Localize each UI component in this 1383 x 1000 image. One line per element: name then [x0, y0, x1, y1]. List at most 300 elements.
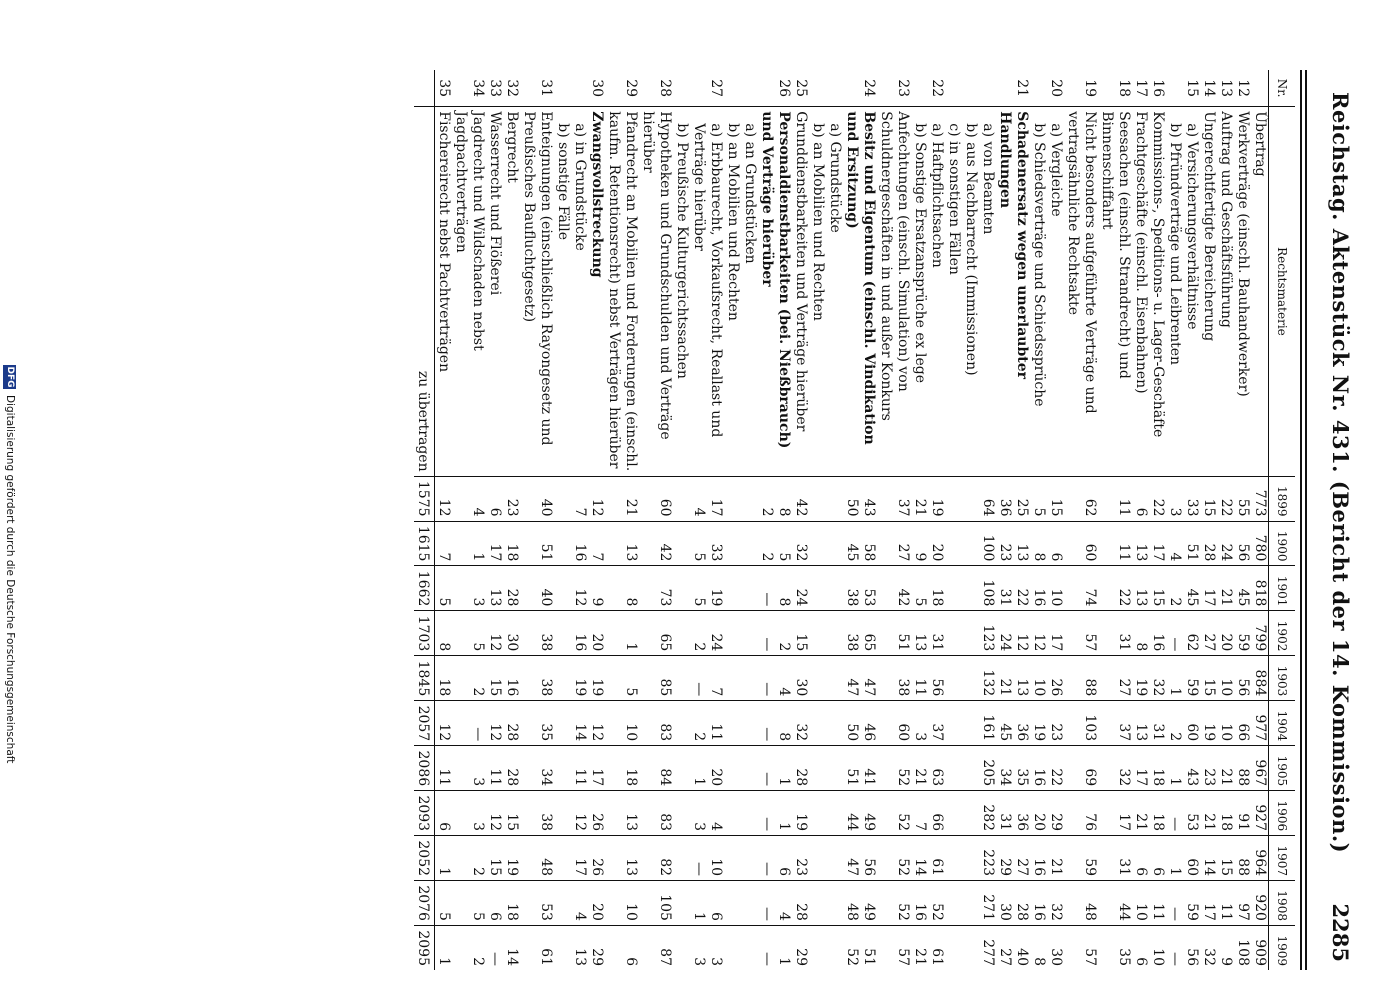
col-header-year: 1905	[1269, 746, 1296, 791]
row-number: 20	[1030, 70, 1064, 107]
matter-line: Übertrag	[1252, 111, 1268, 177]
value-line: 17	[1133, 768, 1149, 787]
cell-value	[486, 925, 503, 970]
value-line: 21	[912, 948, 928, 966]
table-row	[724, 70, 792, 970]
cell-value	[1200, 791, 1217, 836]
value-line: 8	[1031, 957, 1047, 966]
table-row	[1064, 70, 1098, 970]
cell-value	[911, 611, 945, 656]
value-line: 27	[895, 543, 911, 562]
cell-value	[1200, 881, 1217, 926]
cell-value	[1251, 566, 1269, 611]
table-row	[809, 70, 877, 970]
table-row	[639, 70, 673, 970]
value-line: —	[1167, 952, 1183, 966]
cell-value	[1098, 476, 1132, 521]
cell-value	[605, 521, 639, 566]
value-line: 62	[1082, 498, 1098, 517]
value-line: 5	[776, 552, 792, 562]
value-line: 19	[504, 858, 520, 877]
value-line: 50	[844, 498, 860, 517]
value-line: 51	[861, 948, 877, 966]
cell-value	[945, 881, 1030, 926]
value-line: 52	[929, 903, 945, 921]
table-row	[1234, 70, 1251, 970]
value-line: 48	[844, 903, 860, 921]
value-line: 31	[929, 633, 945, 652]
cell-value	[435, 881, 453, 926]
cell-value	[639, 611, 673, 656]
col-header-year: 1904	[1269, 701, 1296, 746]
matter-line: Personaldienstbarkeiten (bei. Nießbrauch) und Verträge hierüber	[759, 111, 792, 449]
value-line: 15	[1048, 498, 1064, 517]
value-line: 161	[980, 714, 996, 742]
value-line: 11	[572, 768, 588, 787]
value-line: 1	[776, 822, 792, 832]
value-line: —	[759, 952, 775, 966]
value-line: 27	[1014, 858, 1030, 877]
cell-value	[605, 836, 639, 881]
value-line: 61	[929, 948, 945, 966]
cell-value	[724, 521, 792, 566]
value-line: 42	[793, 498, 809, 517]
table-row	[1166, 70, 1200, 970]
row-number	[1251, 70, 1269, 107]
cell-value	[605, 611, 639, 656]
value-line: —	[1167, 817, 1183, 832]
value-line: 26	[589, 858, 605, 877]
value-line: 19	[1133, 678, 1149, 697]
cell-value	[1132, 791, 1149, 836]
value-line: 4	[691, 507, 707, 517]
cell-value	[911, 701, 945, 746]
cell-value	[1251, 836, 1269, 881]
value-line: 8	[776, 732, 792, 742]
row-matter	[452, 107, 486, 476]
value-line: 3	[912, 732, 928, 742]
cell-value	[1064, 881, 1098, 926]
value-line: 23	[1048, 723, 1064, 742]
cell-value	[639, 836, 673, 881]
value-line: 60	[657, 498, 673, 517]
cell-value	[724, 746, 792, 791]
cell-value	[673, 791, 724, 836]
cell-value	[1064, 566, 1098, 611]
value-line: 22	[1014, 588, 1030, 607]
value-line: 13	[1133, 543, 1149, 562]
cell-value	[911, 791, 945, 836]
value-line: 20	[708, 768, 724, 787]
cell-value	[724, 925, 792, 970]
value-line: 1	[776, 777, 792, 787]
value-line: 40	[538, 588, 554, 607]
value-line: 11	[1116, 498, 1132, 517]
cell-value	[1149, 701, 1166, 746]
cell-value	[1064, 611, 1098, 656]
cell-value	[1132, 476, 1149, 521]
cell-value	[673, 566, 724, 611]
row-matter	[554, 107, 605, 476]
value-line: 6	[1150, 867, 1166, 877]
cell-value	[1064, 836, 1098, 881]
value-line: 17	[487, 543, 503, 562]
cell-value	[486, 656, 503, 701]
cell-value	[1234, 521, 1251, 566]
cell-value	[1251, 611, 1269, 656]
value-line: 3	[708, 957, 724, 966]
row-matter	[1064, 107, 1098, 476]
value-line: 11	[436, 768, 452, 787]
value-line: —	[470, 727, 486, 742]
value-line: 9	[1218, 957, 1234, 966]
value-line: 47	[861, 678, 877, 697]
value-line: 30	[793, 678, 809, 697]
cell-value	[503, 925, 520, 970]
cell-value	[452, 881, 486, 926]
cell-value	[1132, 836, 1149, 881]
value-line: 85	[657, 678, 673, 697]
matter-line: Auftrag und Geschäftsführung	[1218, 111, 1234, 328]
cell-value	[1064, 521, 1098, 566]
cell-value	[724, 881, 792, 926]
value-line: 12	[589, 498, 605, 517]
total-value: 1575	[414, 476, 435, 521]
table-row	[1132, 70, 1149, 970]
value-line: 3	[1167, 507, 1183, 517]
cell-value	[1030, 791, 1064, 836]
cell-value	[724, 836, 792, 881]
matter-line: b) an Mobilien und Rechten	[810, 123, 826, 321]
row-matter	[724, 107, 792, 476]
value-line: 56	[1184, 948, 1200, 966]
cell-value	[639, 791, 673, 836]
value-line: 31	[997, 813, 1013, 832]
value-line: 18	[436, 678, 452, 697]
value-line: 30	[504, 633, 520, 652]
value-line: 84	[657, 768, 673, 787]
value-line: 48	[1082, 903, 1098, 921]
value-line: 15	[487, 858, 503, 877]
value-line: —	[1167, 906, 1183, 921]
cell-value	[1200, 521, 1217, 566]
cell-value	[1132, 566, 1149, 611]
row-matter	[486, 107, 503, 476]
table-row	[435, 70, 453, 970]
cell-value	[503, 746, 520, 791]
total-value: 2086	[414, 746, 435, 791]
value-line: 33	[708, 543, 724, 562]
value-line: 2	[759, 552, 775, 562]
matter-line: Schadenersatz wegen unerlaubter Handlungen	[997, 111, 1030, 379]
value-line: 59	[1235, 633, 1251, 652]
value-line: 108	[980, 579, 996, 607]
table-row	[911, 70, 945, 970]
row-matter	[605, 107, 639, 476]
cell-value	[1030, 881, 1064, 926]
value-line: 16	[572, 543, 588, 562]
row-matter	[1251, 107, 1269, 476]
cell-value	[1132, 521, 1149, 566]
cell-value	[1132, 746, 1149, 791]
value-line: —	[759, 727, 775, 742]
cell-value	[877, 836, 911, 881]
cell-value	[1149, 566, 1166, 611]
value-line: 28	[504, 588, 520, 607]
value-line: 3	[470, 597, 486, 607]
table-row	[503, 70, 520, 970]
cell-value	[1217, 836, 1234, 881]
matter-line: Enteignungen (einschließlich Rayongesetz und Preußisches Baufluchtgesetz)	[521, 111, 554, 446]
cell-value	[639, 566, 673, 611]
value-line: 21	[623, 498, 639, 517]
row-number: 25	[792, 70, 809, 107]
value-line: 82	[657, 858, 673, 877]
cell-value	[1217, 791, 1234, 836]
value-line: 6	[776, 867, 792, 877]
value-line: 29	[793, 948, 809, 966]
value-line: 23	[793, 858, 809, 877]
value-line: 2	[470, 957, 486, 966]
footer-text: Digitalisierung gefördert durch die Deutsche Forschungsgemeinschaft	[4, 395, 16, 764]
value-line: 13	[1014, 543, 1030, 562]
cell-value	[945, 701, 1030, 746]
total-row	[414, 70, 435, 970]
value-line: 49	[861, 813, 877, 832]
page-number: 2285	[1328, 903, 1353, 962]
cell-value	[1234, 925, 1251, 970]
cell-value	[911, 521, 945, 566]
value-line: 6	[1048, 552, 1064, 562]
value-line: 16	[572, 633, 588, 652]
cell-value	[911, 656, 945, 701]
value-line: 6	[708, 912, 724, 921]
value-line: 37	[929, 723, 945, 742]
value-line: —	[691, 682, 707, 697]
value-line: 4	[1167, 552, 1183, 562]
cell-value	[1149, 925, 1166, 970]
value-line: 5	[470, 912, 486, 921]
value-line: 27	[997, 948, 1013, 966]
row-matter	[1200, 107, 1217, 476]
cell-value	[639, 476, 673, 521]
value-line: 19	[572, 678, 588, 697]
value-line: 24	[997, 633, 1013, 652]
value-line: 31	[997, 588, 1013, 607]
cell-value	[1132, 701, 1149, 746]
value-line: 59	[1184, 678, 1200, 697]
value-line: 13	[623, 543, 639, 562]
value-line: 28	[793, 903, 809, 921]
value-line: 45	[1184, 588, 1200, 607]
value-line: 14	[504, 948, 520, 966]
value-line: 40	[538, 498, 554, 517]
col-header-matter: Rechtsmaterie	[1269, 107, 1296, 476]
value-line: —	[759, 592, 775, 607]
row-matter	[809, 107, 877, 476]
value-line: 21	[912, 498, 928, 517]
cell-value	[792, 746, 809, 791]
table-row	[1098, 70, 1132, 970]
value-line: 6	[1133, 867, 1149, 877]
cell-value	[1200, 656, 1217, 701]
value-line: 12	[436, 498, 452, 517]
row-number: 13	[1217, 70, 1234, 107]
value-line: 1	[1167, 687, 1183, 697]
cell-value	[452, 521, 486, 566]
value-line: —	[759, 772, 775, 787]
value-line: 12	[1014, 633, 1030, 652]
col-header-year: 1901	[1269, 566, 1296, 611]
cell-value	[1149, 881, 1166, 926]
value-line: 13	[912, 633, 928, 652]
col-header-year: 1909	[1269, 925, 1296, 970]
col-header-year: 1906	[1269, 791, 1296, 836]
cell-value	[1200, 611, 1217, 656]
cell-value	[1030, 566, 1064, 611]
header-rule-2	[1300, 70, 1302, 970]
value-line: 35	[538, 723, 554, 742]
value-line: 12	[1031, 633, 1047, 652]
matter-line: Zwangsvollstreckung	[589, 111, 605, 278]
value-line: —	[487, 952, 503, 966]
cell-value	[435, 836, 453, 881]
matter-line: b) Sonstige Ersatzansprüche ex lege	[912, 123, 928, 384]
cell-value	[1217, 881, 1234, 926]
cell-value	[1064, 656, 1098, 701]
cell-value	[945, 836, 1030, 881]
row-matter	[673, 107, 724, 476]
row-number: 22	[911, 70, 945, 107]
cell-value	[520, 521, 554, 566]
value-line: 42	[895, 588, 911, 607]
value-line: 16	[912, 903, 928, 921]
value-line: 60	[895, 723, 911, 742]
value-line: 66	[929, 813, 945, 832]
cell-value	[486, 611, 503, 656]
value-line: 977	[1252, 714, 1268, 742]
cell-value	[639, 656, 673, 701]
value-line: 8	[436, 642, 452, 652]
cell-value	[520, 746, 554, 791]
cell-value	[639, 881, 673, 926]
cell-value	[809, 925, 877, 970]
cell-value	[503, 566, 520, 611]
matter-line: b) Preußische Kulturgerichtssachen	[674, 123, 690, 379]
row-number: 23	[877, 70, 911, 107]
matter-line: Nicht besonders aufgeführte Verträge und vertragsähnliche Rechtsakte	[1065, 111, 1098, 414]
value-line: 19	[793, 813, 809, 832]
cell-value	[503, 791, 520, 836]
value-line: 103	[1082, 714, 1098, 742]
value-line: 1	[436, 867, 452, 877]
value-line: 18	[1150, 813, 1166, 832]
cell-value	[435, 611, 453, 656]
value-line: 967	[1252, 759, 1268, 787]
cell-value	[1166, 791, 1200, 836]
value-line: 17	[708, 498, 724, 517]
matter-line: Hypotheken und Grundschulden und Verträge hierüber	[640, 111, 673, 440]
value-line: 205	[980, 759, 996, 787]
value-line: 920	[1252, 894, 1268, 921]
row-number: 26	[724, 70, 792, 107]
cell-value	[486, 566, 503, 611]
cell-value	[1234, 746, 1251, 791]
cell-value	[503, 701, 520, 746]
cell-value	[911, 746, 945, 791]
table-row	[1251, 70, 1269, 970]
value-line: 10	[1031, 678, 1047, 697]
cell-value	[1149, 836, 1166, 881]
cell-value	[945, 611, 1030, 656]
cell-value	[673, 881, 724, 926]
cell-value	[1098, 746, 1132, 791]
matter-line: Anfechtungen (einschl. Simulation) von Schuldnergeschäften in und außer Konkurs	[878, 111, 911, 421]
cell-value	[435, 701, 453, 746]
matter-line: b) aus Nachbarrecht (Immissionen)	[963, 123, 979, 376]
value-line: 3	[470, 822, 486, 832]
value-line: 33	[1184, 498, 1200, 517]
value-line: 108	[1235, 939, 1251, 966]
col-header-year: 1902	[1269, 611, 1296, 656]
total-value: 2057	[414, 701, 435, 746]
row-number: 28	[639, 70, 673, 107]
cell-value	[945, 521, 1030, 566]
cell-value	[1149, 746, 1166, 791]
value-line: 44	[844, 813, 860, 832]
cell-value	[673, 836, 724, 881]
value-line: 35	[1014, 768, 1030, 787]
cell-value	[1132, 656, 1149, 701]
table-row	[1149, 70, 1166, 970]
value-line: 61	[538, 948, 554, 966]
value-line: 5	[470, 642, 486, 652]
value-line: 223	[980, 849, 996, 877]
value-line: 100	[980, 534, 996, 562]
value-line: 23	[997, 543, 1013, 562]
value-line: 13	[1133, 723, 1149, 742]
value-line: 83	[657, 723, 673, 742]
table-row	[520, 70, 554, 970]
cell-value	[486, 881, 503, 926]
value-line: 97	[1235, 903, 1251, 921]
value-line: 22	[1150, 498, 1166, 517]
value-line: 32	[793, 723, 809, 742]
cell-value	[1200, 925, 1217, 970]
value-line: 3	[691, 957, 707, 966]
cell-value	[520, 881, 554, 926]
value-line: 21	[1048, 858, 1064, 877]
value-line: 6	[1133, 507, 1149, 517]
cell-value	[1132, 925, 1149, 970]
cell-value	[554, 476, 605, 521]
cell-value	[1234, 611, 1251, 656]
value-line: 32	[1150, 678, 1166, 697]
value-line: 45	[1235, 588, 1251, 607]
cell-value	[435, 566, 453, 611]
cell-value	[639, 521, 673, 566]
matter-line: b) sonstige Fälle	[555, 123, 571, 241]
value-line: 38	[538, 633, 554, 652]
value-line: 57	[1082, 948, 1098, 966]
value-line: 12	[572, 588, 588, 607]
cell-value	[452, 836, 486, 881]
matter-line: Jagdrecht und Wildschaden nebst Jagdpachtverträgen	[453, 111, 486, 351]
cell-value	[673, 521, 724, 566]
cell-value	[809, 521, 877, 566]
matter-line: Pfandrecht an Mobilien und Forderungen (einschl. kaufm. Retentionsrecht) nebst Verträgen hierüber	[606, 111, 639, 472]
cell-value	[486, 476, 503, 521]
